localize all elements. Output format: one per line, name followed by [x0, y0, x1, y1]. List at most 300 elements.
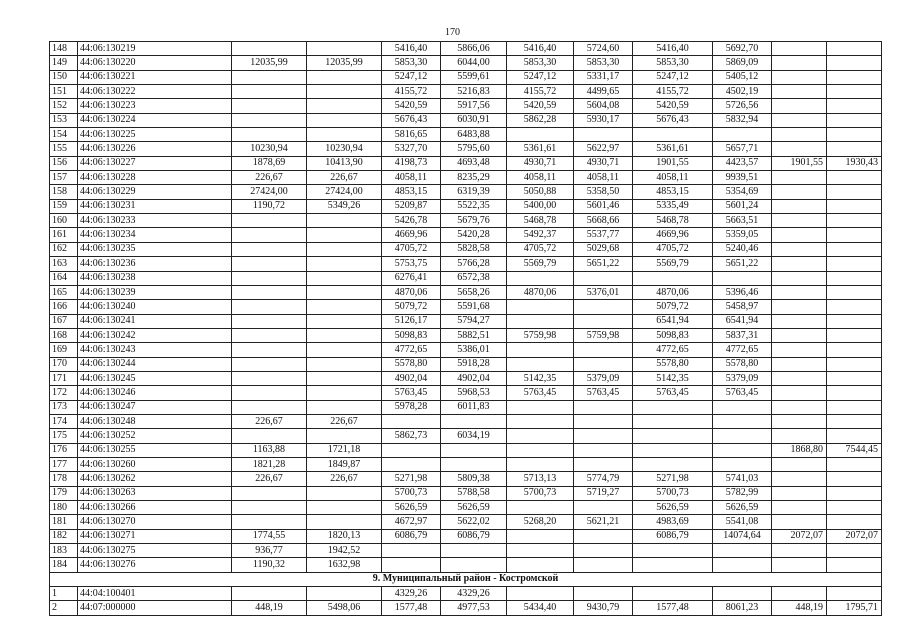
value-cell — [772, 70, 827, 84]
cadastral-code: 44:06:130225 — [78, 128, 232, 142]
value-cell: 5349,26 — [307, 199, 382, 213]
value-cell — [307, 214, 382, 228]
table-row — [50, 99, 882, 113]
value-cell: 1868,80 — [772, 443, 827, 457]
value-cell — [307, 271, 382, 285]
row-number: 174 — [50, 414, 78, 428]
cadastral-code: 44:06:130266 — [78, 501, 232, 515]
value-cell — [574, 357, 633, 371]
value-cell: 5354,69 — [713, 185, 772, 199]
value-cell — [232, 85, 307, 99]
value-cell — [772, 515, 827, 529]
value-cell: 5862,73 — [382, 429, 441, 443]
value-cell: 5626,59 — [382, 501, 441, 515]
value-cell: 5726,56 — [713, 99, 772, 113]
value-cell: 226,67 — [307, 171, 382, 185]
value-cell — [827, 343, 882, 357]
value-cell — [574, 443, 633, 457]
value-cell: 5271,98 — [382, 472, 441, 486]
value-cell: 1190,32 — [232, 558, 307, 572]
row-number: 157 — [50, 171, 78, 185]
table-row — [50, 42, 882, 56]
value-cell — [574, 501, 633, 515]
value-cell: 936,77 — [232, 544, 307, 558]
value-cell — [772, 544, 827, 558]
value-cell — [772, 314, 827, 328]
value-cell — [827, 271, 882, 285]
value-cell: 5837,31 — [713, 328, 772, 342]
value-cell: 5766,28 — [441, 257, 507, 271]
value-cell — [827, 242, 882, 256]
table-row — [50, 113, 882, 127]
cadastral-code: 44:06:130228 — [78, 171, 232, 185]
value-cell: 9939,51 — [713, 171, 772, 185]
value-cell — [827, 199, 882, 213]
value-cell — [307, 99, 382, 113]
value-cell — [772, 99, 827, 113]
value-cell — [713, 128, 772, 142]
cadastral-code: 44:06:130247 — [78, 400, 232, 414]
value-cell: 5978,28 — [382, 400, 441, 414]
value-cell — [232, 515, 307, 529]
value-cell — [713, 414, 772, 428]
value-cell — [232, 314, 307, 328]
value-cell: 4977,53 — [441, 601, 507, 615]
table-row — [50, 156, 882, 170]
value-cell — [827, 400, 882, 414]
value-cell — [307, 42, 382, 56]
value-cell: 4870,06 — [633, 285, 713, 299]
value-cell — [441, 443, 507, 457]
value-cell — [232, 587, 307, 601]
value-cell: 4502,19 — [713, 85, 772, 99]
value-cell: 5918,28 — [441, 357, 507, 371]
value-cell — [827, 171, 882, 185]
value-cell — [574, 271, 633, 285]
value-cell: 5853,30 — [507, 56, 574, 70]
value-cell — [574, 414, 633, 428]
value-cell — [307, 386, 382, 400]
value-cell: 4930,71 — [507, 156, 574, 170]
value-cell — [633, 544, 713, 558]
value-cell — [574, 457, 633, 471]
value-cell: 226,67 — [307, 414, 382, 428]
row-number: 154 — [50, 128, 78, 142]
value-cell — [713, 429, 772, 443]
value-cell — [507, 343, 574, 357]
row-number: 170 — [50, 357, 78, 371]
value-cell: 5763,45 — [382, 386, 441, 400]
table-row — [50, 343, 882, 357]
value-cell — [441, 414, 507, 428]
value-cell: 5578,80 — [382, 357, 441, 371]
value-cell — [307, 357, 382, 371]
value-cell — [507, 128, 574, 142]
cadastral-code: 44:06:130224 — [78, 113, 232, 127]
value-cell: 5247,12 — [633, 70, 713, 84]
value-cell: 4058,11 — [507, 171, 574, 185]
row-number: 173 — [50, 400, 78, 414]
cadastral-code: 44:06:130235 — [78, 242, 232, 256]
value-cell: 5741,03 — [713, 472, 772, 486]
value-cell: 5759,98 — [574, 328, 633, 342]
value-cell — [307, 515, 382, 529]
value-cell — [827, 414, 882, 428]
table-row — [50, 587, 882, 601]
cadastral-code: 44:04:100401 — [78, 587, 232, 601]
cadastral-code: 44:06:130245 — [78, 371, 232, 385]
value-cell — [827, 300, 882, 314]
value-cell — [574, 400, 633, 414]
value-cell: 5601,24 — [713, 199, 772, 213]
table-row — [50, 457, 882, 471]
value-cell — [507, 501, 574, 515]
value-cell: 226,67 — [232, 171, 307, 185]
value-cell: 5763,45 — [507, 386, 574, 400]
cadastral-code: 44:06:130248 — [78, 414, 232, 428]
value-cell — [232, 99, 307, 113]
value-cell — [574, 314, 633, 328]
row-number: 183 — [50, 544, 78, 558]
cadastral-code: 44:06:130219 — [78, 42, 232, 56]
cadastral-code: 44:06:130227 — [78, 156, 232, 170]
value-cell: 5866,06 — [441, 42, 507, 56]
value-cell: 6086,79 — [382, 529, 441, 543]
value-cell: 8235,29 — [441, 171, 507, 185]
value-cell — [382, 558, 441, 572]
value-cell: 5426,78 — [382, 214, 441, 228]
value-cell: 5692,70 — [713, 42, 772, 56]
value-cell: 1577,48 — [382, 601, 441, 615]
value-cell — [633, 558, 713, 572]
value-cell: 5079,72 — [633, 300, 713, 314]
value-cell: 5541,08 — [713, 515, 772, 529]
table-row — [50, 601, 882, 615]
value-cell: 5601,46 — [574, 199, 633, 213]
value-cell: 6541,94 — [633, 314, 713, 328]
value-cell: 5142,35 — [507, 371, 574, 385]
value-cell — [382, 443, 441, 457]
value-cell: 5626,59 — [441, 501, 507, 515]
value-cell: 5578,80 — [713, 357, 772, 371]
data-table — [49, 41, 882, 616]
row-number: 1 — [50, 587, 78, 601]
page-number: 170 — [445, 27, 460, 38]
value-cell: 5468,78 — [507, 214, 574, 228]
value-cell: 4705,72 — [633, 242, 713, 256]
value-cell — [827, 328, 882, 342]
value-cell — [232, 501, 307, 515]
value-cell — [713, 400, 772, 414]
section-header-row — [50, 572, 882, 586]
table-row — [50, 414, 882, 428]
row-number: 163 — [50, 257, 78, 271]
value-cell: 5379,09 — [574, 371, 633, 385]
value-cell: 4902,04 — [441, 371, 507, 385]
value-cell — [507, 300, 574, 314]
value-cell: 5968,53 — [441, 386, 507, 400]
table-row — [50, 529, 882, 543]
value-cell — [307, 400, 382, 414]
row-number: 182 — [50, 529, 78, 543]
value-cell: 6011,83 — [441, 400, 507, 414]
value-cell: 1795,71 — [827, 601, 882, 615]
value-cell — [772, 457, 827, 471]
table-row — [50, 199, 882, 213]
value-cell: 226,67 — [232, 414, 307, 428]
value-cell: 4870,06 — [382, 285, 441, 299]
value-cell: 5416,40 — [507, 42, 574, 56]
value-cell: 4705,72 — [382, 242, 441, 256]
value-cell: 5396,46 — [713, 285, 772, 299]
value-cell: 10230,94 — [232, 142, 307, 156]
value-cell — [574, 544, 633, 558]
value-cell: 4423,57 — [713, 156, 772, 170]
value-cell — [232, 128, 307, 142]
cadastral-code: 44:06:130220 — [78, 56, 232, 70]
table-row — [50, 314, 882, 328]
value-cell — [307, 85, 382, 99]
table-row — [50, 558, 882, 572]
cadastral-code: 44:06:130270 — [78, 515, 232, 529]
row-number: 148 — [50, 42, 78, 56]
value-cell: 9430,79 — [574, 601, 633, 615]
value-cell — [232, 357, 307, 371]
value-cell: 5828,58 — [441, 242, 507, 256]
cadastral-code: 44:06:130222 — [78, 85, 232, 99]
value-cell — [827, 457, 882, 471]
row-number: 178 — [50, 472, 78, 486]
row-number: 176 — [50, 443, 78, 457]
value-cell — [772, 501, 827, 515]
value-cell: 5930,17 — [574, 113, 633, 127]
value-cell — [441, 457, 507, 471]
cadastral-code: 44:06:130243 — [78, 343, 232, 357]
row-number: 155 — [50, 142, 78, 156]
value-cell — [633, 414, 713, 428]
value-cell — [772, 199, 827, 213]
cadastral-code: 44:06:130221 — [78, 70, 232, 84]
row-number: 168 — [50, 328, 78, 342]
row-number: 156 — [50, 156, 78, 170]
value-cell — [507, 544, 574, 558]
value-cell: 5658,26 — [441, 285, 507, 299]
value-cell: 4058,11 — [633, 171, 713, 185]
value-cell — [507, 587, 574, 601]
cadastral-code: 44:06:130244 — [78, 357, 232, 371]
value-cell: 1901,55 — [633, 156, 713, 170]
row-number: 153 — [50, 113, 78, 127]
cadastral-code: 44:06:130263 — [78, 486, 232, 500]
value-cell: 4499,65 — [574, 85, 633, 99]
value-cell: 1774,55 — [232, 529, 307, 543]
value-cell — [827, 185, 882, 199]
value-cell: 4672,97 — [382, 515, 441, 529]
value-cell — [232, 486, 307, 500]
cadastral-code: 44:06:130231 — [78, 199, 232, 213]
value-cell: 5676,43 — [633, 113, 713, 127]
value-cell: 5700,73 — [382, 486, 441, 500]
value-cell — [441, 544, 507, 558]
value-cell — [772, 300, 827, 314]
value-cell — [574, 529, 633, 543]
value-cell: 5862,28 — [507, 113, 574, 127]
value-cell: 5492,37 — [507, 228, 574, 242]
value-cell — [827, 70, 882, 84]
value-cell — [507, 529, 574, 543]
value-cell: 4329,26 — [382, 587, 441, 601]
table-row — [50, 171, 882, 185]
cadastral-code: 44:06:130275 — [78, 544, 232, 558]
value-cell: 2072,07 — [772, 529, 827, 543]
value-cell: 10413,90 — [307, 156, 382, 170]
table-row — [50, 443, 882, 457]
value-cell — [772, 228, 827, 242]
value-cell: 4983,69 — [633, 515, 713, 529]
value-cell: 5050,88 — [507, 185, 574, 199]
value-cell — [232, 242, 307, 256]
row-number: 162 — [50, 242, 78, 256]
value-cell: 5420,59 — [507, 99, 574, 113]
value-cell: 1901,55 — [772, 156, 827, 170]
value-cell — [827, 357, 882, 371]
cadastral-code: 44:06:130234 — [78, 228, 232, 242]
cadastral-code: 44:06:130233 — [78, 214, 232, 228]
value-cell — [827, 285, 882, 299]
table-row — [50, 429, 882, 443]
value-cell — [232, 343, 307, 357]
value-cell — [772, 171, 827, 185]
value-cell — [713, 558, 772, 572]
value-cell: 5626,59 — [633, 501, 713, 515]
cadastral-code: 44:06:130255 — [78, 443, 232, 457]
table-row — [50, 228, 882, 242]
value-cell: 4198,73 — [382, 156, 441, 170]
value-cell: 5098,83 — [382, 328, 441, 342]
value-cell — [633, 400, 713, 414]
value-cell: 5416,40 — [633, 42, 713, 56]
value-cell — [633, 587, 713, 601]
table-row — [50, 400, 882, 414]
value-cell — [827, 486, 882, 500]
value-cell: 448,19 — [772, 601, 827, 615]
cadastral-code: 44:06:130226 — [78, 142, 232, 156]
value-cell: 6541,94 — [713, 314, 772, 328]
value-cell: 226,67 — [232, 472, 307, 486]
value-cell: 5591,68 — [441, 300, 507, 314]
value-cell — [772, 271, 827, 285]
value-cell: 1820,13 — [307, 529, 382, 543]
value-cell: 1577,48 — [633, 601, 713, 615]
value-cell — [827, 429, 882, 443]
table-row — [50, 386, 882, 400]
cadastral-code: 44:06:130260 — [78, 457, 232, 471]
value-cell: 5142,35 — [633, 371, 713, 385]
value-cell: 4155,72 — [382, 85, 441, 99]
value-cell — [307, 371, 382, 385]
row-number: 165 — [50, 285, 78, 299]
value-cell: 5335,49 — [633, 199, 713, 213]
value-cell: 4693,48 — [441, 156, 507, 170]
table-row — [50, 328, 882, 342]
value-cell: 4669,96 — [382, 228, 441, 242]
row-number: 169 — [50, 343, 78, 357]
value-cell: 6086,79 — [633, 529, 713, 543]
value-cell: 4853,15 — [633, 185, 713, 199]
value-cell — [772, 113, 827, 127]
value-cell: 5719,27 — [574, 486, 633, 500]
value-cell — [382, 414, 441, 428]
table-row — [50, 486, 882, 500]
row-number: 166 — [50, 300, 78, 314]
value-cell — [827, 501, 882, 515]
table-row — [50, 128, 882, 142]
value-cell: 5359,05 — [713, 228, 772, 242]
value-cell: 5794,27 — [441, 314, 507, 328]
value-cell — [827, 99, 882, 113]
value-cell — [574, 343, 633, 357]
row-number: 161 — [50, 228, 78, 242]
value-cell: 5405,12 — [713, 70, 772, 84]
row-number: 175 — [50, 429, 78, 443]
value-cell — [772, 214, 827, 228]
value-cell — [307, 429, 382, 443]
value-cell — [827, 558, 882, 572]
value-cell: 5657,71 — [713, 142, 772, 156]
table-row — [50, 544, 882, 558]
value-cell: 5700,73 — [507, 486, 574, 500]
value-cell: 6483,88 — [441, 128, 507, 142]
value-cell: 4772,65 — [713, 343, 772, 357]
value-cell: 5763,45 — [574, 386, 633, 400]
value-cell — [307, 257, 382, 271]
table-row — [50, 515, 882, 529]
value-cell — [713, 457, 772, 471]
cadastral-code: 44:06:130271 — [78, 529, 232, 543]
value-cell — [713, 544, 772, 558]
value-cell — [772, 343, 827, 357]
value-cell — [307, 343, 382, 357]
value-cell: 5795,60 — [441, 142, 507, 156]
table-row — [50, 501, 882, 515]
value-cell: 5774,79 — [574, 472, 633, 486]
cadastral-code: 44:06:130241 — [78, 314, 232, 328]
row-number: 149 — [50, 56, 78, 70]
value-cell — [713, 443, 772, 457]
row-number: 158 — [50, 185, 78, 199]
value-cell: 5753,75 — [382, 257, 441, 271]
value-cell — [574, 587, 633, 601]
value-cell: 5029,68 — [574, 242, 633, 256]
value-cell: 5599,61 — [441, 70, 507, 84]
value-cell: 5651,22 — [574, 257, 633, 271]
value-cell — [232, 371, 307, 385]
value-cell: 5604,08 — [574, 99, 633, 113]
value-cell — [232, 271, 307, 285]
value-cell — [307, 70, 382, 84]
value-cell: 5622,02 — [441, 515, 507, 529]
cadastral-code: 44:06:130238 — [78, 271, 232, 285]
value-cell — [772, 486, 827, 500]
value-cell: 1721,18 — [307, 443, 382, 457]
value-cell: 5651,22 — [713, 257, 772, 271]
value-cell — [633, 128, 713, 142]
cadastral-code: 44:06:130276 — [78, 558, 232, 572]
value-cell: 4853,15 — [382, 185, 441, 199]
value-cell: 5832,94 — [713, 113, 772, 127]
value-cell: 6044,00 — [441, 56, 507, 70]
row-number: 177 — [50, 457, 78, 471]
